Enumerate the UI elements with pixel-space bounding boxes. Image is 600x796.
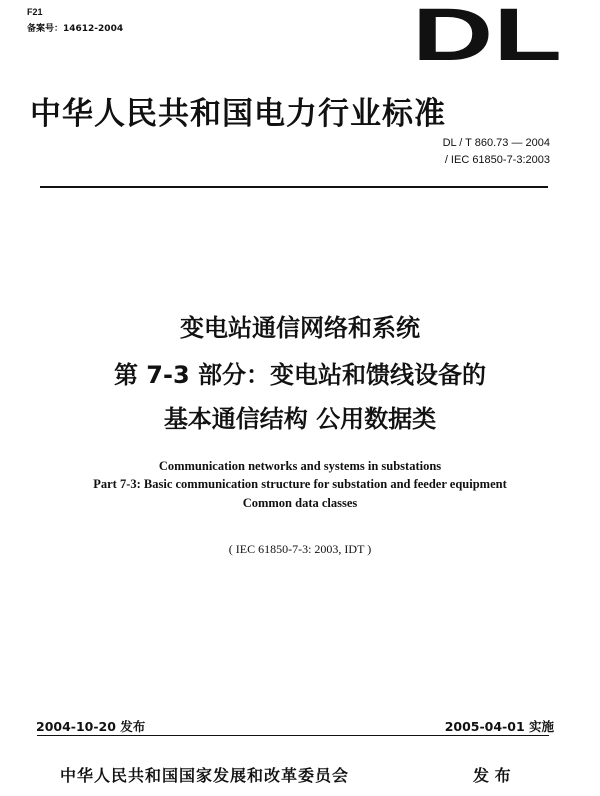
issuing-authority: 中华人民共和国国家发展和改革委员会	[60, 766, 350, 785]
english-title-line-2: Part 7-3: Basic communication structure for substation and feeder equipment	[93, 477, 507, 491]
industry-standard-title: 中华人民共和国电力行业标准	[30, 96, 446, 132]
chinese-title-line-3: 基本通信结构 公用数据类	[163, 405, 437, 433]
standard-number: DL / T 860.73 — 2004	[442, 137, 550, 149]
footer-divider	[37, 735, 549, 736]
adoption-note: ( IEC 61850-7-3: 2003, IDT )	[228, 542, 372, 556]
issue-label: 发 布	[473, 766, 511, 785]
issue-date: 2004-10-20 发布	[36, 719, 146, 734]
chinese-title-line-1: 变电站通信网络和系统	[180, 314, 420, 342]
header-divider	[40, 186, 548, 188]
implementation-date: 2005-04-01 实施	[444, 719, 554, 734]
dl-logo-text: DL	[412, 6, 562, 62]
standard-number-block	[443, 135, 550, 169]
equivalent-standard: / IEC 61850-7-3:2003	[444, 154, 550, 166]
chinese-title-line-2: 第 7-3 部分：变电站和馈线设备的	[113, 361, 487, 389]
record-number: 备案号：14612-2004	[27, 24, 124, 34]
english-title-line-1: Communication networks and systems in substations	[158, 459, 442, 473]
classification-code: F21	[27, 7, 43, 17]
english-title-line-3: Common data classes	[242, 496, 358, 510]
dl-logo	[408, 6, 566, 62]
